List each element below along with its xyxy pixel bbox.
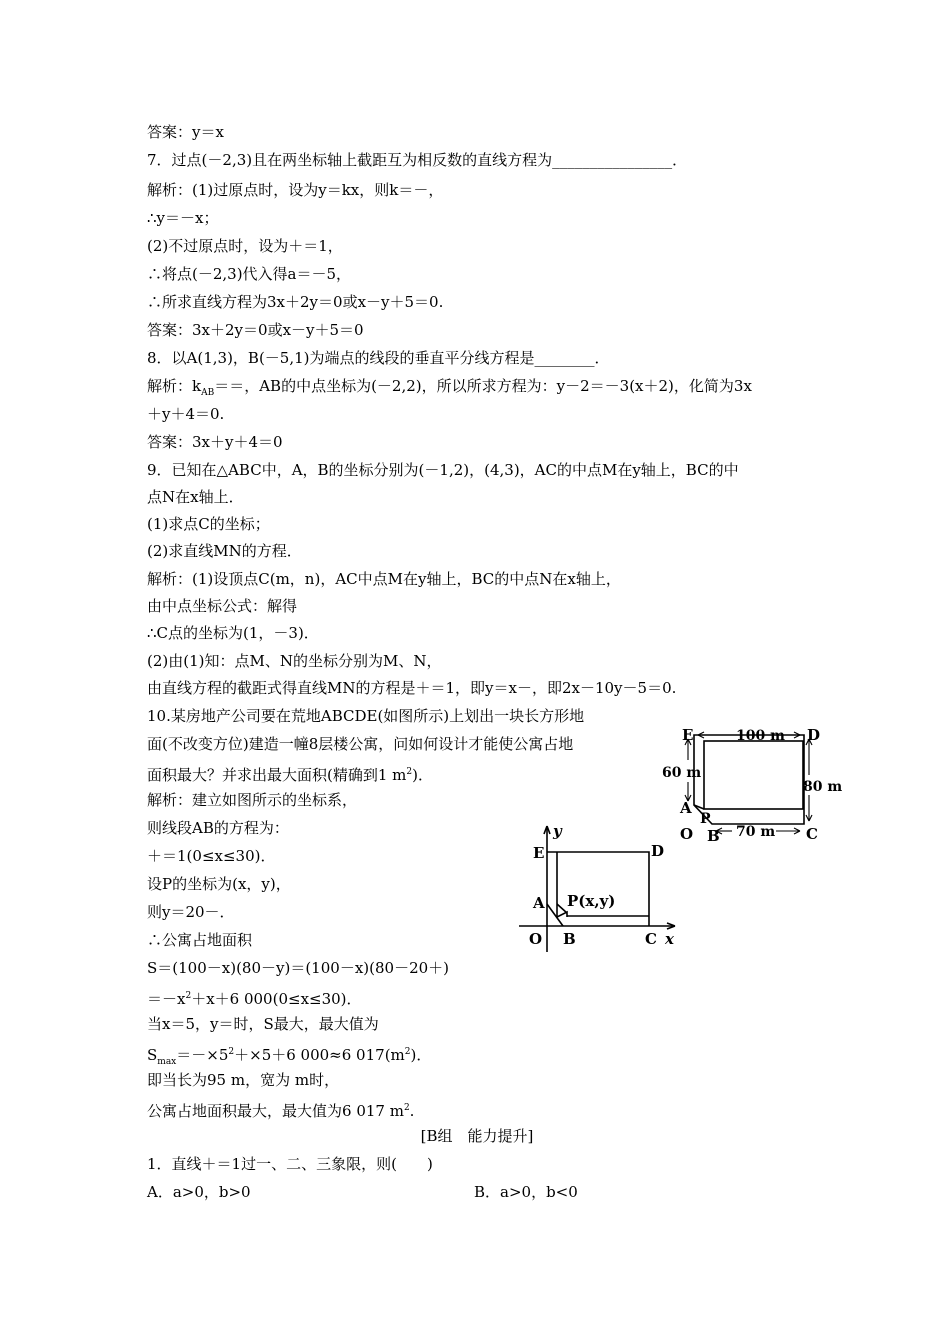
q10-solution-1: 解析：建立如图所示的坐标系， (147, 791, 358, 809)
q10-solution-2: 则线段AB的方程为： (147, 819, 289, 837)
question-9-part1: (1)求点C的坐标； (147, 515, 270, 533)
q10-solution-10: $S_{max}=-\times 5^2+\times 5+6$ 000≈6 $017(m^2)$． (147, 1046, 432, 1067)
fig2-label-o: O (529, 930, 543, 948)
fig2-label-a: A (533, 894, 545, 912)
q9-solution-4: (2)由(1)知：点M、N的坐标分别为M、N， (147, 652, 442, 670)
fig1-label-b: B (707, 827, 720, 845)
q10-solution-3: ＋＝1(0≤x≤30)． (147, 847, 276, 865)
question-9-part2: (2)求直线MN的方程． (147, 542, 302, 560)
answer-6: 答案：y＝x (147, 123, 224, 141)
fig1-label-o: O (680, 825, 694, 843)
q8-solution-2: ＋y＋4＝0. (147, 405, 225, 423)
answer-8: 答案：3x＋y＋4＝0 (147, 433, 283, 451)
q9-solution-1: 解析：(1)设顶点C(m，n)，AC中点M在y轴上，BC的中点N在x轴上， (147, 570, 621, 588)
fig1-dim-right: 80 m (803, 779, 843, 795)
q10-solution-7: S＝(100－x)(80－y)＝(100－x)(80－20＋) (147, 959, 450, 977)
q10-solution-6: ∴公寓占地面积 (147, 931, 253, 949)
fig1-label-d: D (807, 726, 821, 744)
question-7: 7．过点(－2,3)且在两坐标轴上截距互为相反数的直线方程为________________． (147, 151, 688, 169)
q10-solution-8: $=-x^2+x+6$ 000(0≤x≤30)． (147, 990, 362, 1008)
question-9-line1: 9．已知在△ABC中，A，B的坐标分别为(－1,2)，(4,3)，AC的中点M在y轴上，BC的中 (147, 461, 739, 479)
question-8: 8．以A(1,3)，B(－5,1)为端点的线段的垂直平分线方程是________． (147, 349, 610, 367)
option-a: A．a>0，b>0 (147, 1183, 251, 1201)
question-9-line2: 点N在x轴上． (147, 488, 244, 506)
section-heading-b: [B组 能力提升] (420, 1127, 534, 1145)
fig1-dim-bottom: 70 m (736, 824, 776, 840)
option-b: B．a>0，b<0 (474, 1183, 578, 1201)
q7-solution-3: (2)不过原点时，设为＋＝1， (147, 237, 343, 255)
fig1-label-c: C (806, 825, 818, 843)
fig2-label-b: B (563, 930, 576, 948)
q9-solution-3: ∴C点的坐标为(1，－3)． (147, 624, 319, 642)
answer-7: 答案：3x＋2y＝0或x－y＋5＝0 (147, 321, 364, 339)
q8-solution-1: 解析：$k_{AB}==$，AB的中点坐标为(－2,2)，所以所求方程为：y－2＝－3(x＋2)，化简为3x (147, 377, 752, 398)
question-b1: 1．直线＋＝1过一、二、三象限，则( ) (147, 1155, 433, 1173)
q7-solution-5: ∴所求直线方程为3x＋2y＝0或x－y＋5＝0. (147, 293, 444, 311)
coordinate-figure (515, 820, 685, 955)
fig1-dim-top: 100 m (736, 728, 785, 744)
fig2-label-c: C (645, 930, 657, 948)
fig2-label-p: P(x,y) (567, 892, 616, 910)
q10-solution-5: 则y＝20－． (147, 903, 235, 921)
q10-solution-9: 当x＝5，y＝时，S最大，最大值为 (147, 1015, 379, 1033)
q7-solution-4: ∴将点(－2,3)代入得a＝－5， (147, 265, 352, 283)
fig1-label-p: P (700, 811, 711, 827)
q7-solution-2: ∴y＝－x； (147, 209, 219, 227)
q10-solution-12: 公寓占地面积最大，最大值为6 017 $m^2$. (147, 1102, 415, 1120)
question-10-line3: 面积最大？并求出最大面积(精确到1 $m^2$)． (147, 766, 433, 784)
q9-solution-5: 由直线方程的截距式得直线MN的方程是＋＝1，即y＝x－，即2x－10y－5＝0. (147, 679, 677, 697)
q10-solution-11: 即当长为95 m，宽为 m时， (147, 1071, 340, 1089)
q10-solution-4: 设P的坐标为(x，y)， (147, 875, 291, 893)
fig2-y-axis-label: y (553, 822, 562, 840)
land-plot-figure (660, 715, 850, 850)
question-10-line2: 面(不改变方位)建造一幢8层楼公寓，问如何设计才能使公寓占地 (147, 735, 574, 753)
fig2-x-axis-label: x (665, 930, 674, 948)
question-10-line1: 10.某房地产公司要在荒地ABCDE(如图所示)上划出一块长方形地 (147, 707, 585, 725)
fig2-label-e: E (533, 844, 545, 862)
fig1-label-e: E (682, 726, 694, 744)
q9-solution-2: 由中点坐标公式：解得 (147, 597, 298, 615)
fig2-label-d: D (651, 842, 665, 860)
fig1-dim-left: 60 m (662, 765, 702, 781)
fig1-label-a: A (680, 799, 692, 817)
q7-solution-1: 解析：(1)过原点时，设为y＝kx，则k＝－， (147, 181, 444, 199)
